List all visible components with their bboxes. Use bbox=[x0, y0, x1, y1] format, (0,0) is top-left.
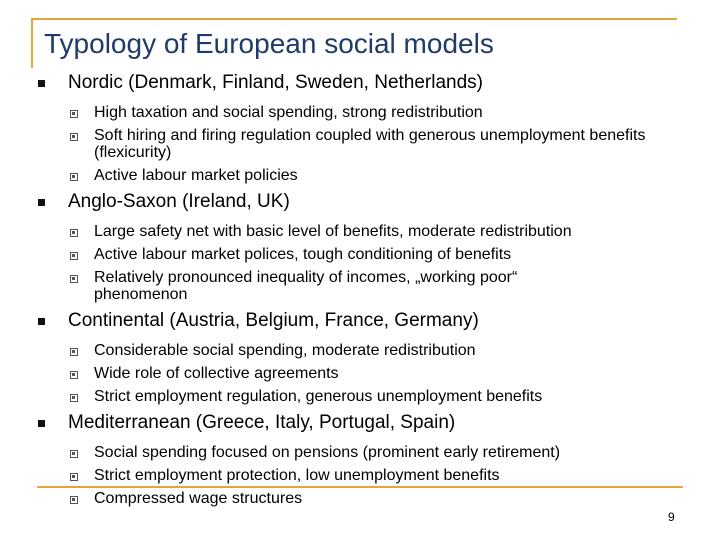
model-group-anglo-saxon bbox=[0, 187, 720, 306]
sub-list-item bbox=[0, 164, 720, 187]
sub-item-text: Social spending focused on pensions (prominent early retirement) bbox=[94, 444, 561, 461]
hollow-square-bullet-icon bbox=[70, 371, 78, 379]
sub-list-item bbox=[0, 217, 720, 243]
sub-item-text: Active labour market polices, tough conditioning of benefits bbox=[94, 246, 512, 263]
hollow-square-bullet-icon bbox=[70, 496, 78, 504]
hollow-square-bullet-icon bbox=[70, 110, 78, 118]
square-bullet-icon bbox=[38, 199, 45, 206]
group-heading: Anglo-Saxon (Ireland, UK) bbox=[68, 191, 290, 212]
model-group-nordic bbox=[0, 68, 720, 187]
sub-list-item bbox=[0, 336, 720, 362]
list-item bbox=[0, 306, 720, 336]
hollow-square-bullet-icon bbox=[70, 450, 78, 458]
model-group-continental bbox=[0, 306, 720, 408]
sub-item-text: High taxation and social spending, strong redistribution bbox=[94, 104, 483, 121]
group-heading: Mediterranean (Greece, Italy, Portugal, Spain) bbox=[68, 412, 456, 433]
group-heading: Continental (Austria, Belgium, France, Germany) bbox=[68, 310, 479, 331]
hollow-square-bullet-icon bbox=[70, 133, 78, 141]
sub-item-text: Active labour market policies bbox=[94, 167, 298, 184]
sub-list-item bbox=[0, 124, 720, 164]
sub-item-text: Strict employment regulation, generous unemployment benefits bbox=[94, 388, 543, 405]
sub-list-item bbox=[0, 438, 720, 464]
square-bullet-icon bbox=[38, 80, 45, 87]
sub-item-text: Relatively pronounced inequality of incomes, „working poor“ phenomenon bbox=[94, 269, 518, 303]
group-heading: Nordic (Denmark, Finland, Sweden, Netherlands) bbox=[68, 72, 484, 93]
hollow-square-bullet-icon bbox=[70, 473, 78, 481]
sub-list-item bbox=[0, 385, 720, 408]
sub-item-text: Strict employment protection, low unemployment benefits bbox=[94, 467, 500, 484]
square-bullet-icon bbox=[38, 420, 45, 427]
sub-list-item bbox=[0, 362, 720, 385]
sub-list-item bbox=[0, 266, 720, 306]
slide-content bbox=[0, 68, 720, 510]
sub-item-text: Large safety net with basic level of benefits, moderate redistribution bbox=[94, 223, 572, 240]
sub-item-text: Soft hiring and firing regulation coupled with generous unemployment benefits (flexicurity) bbox=[94, 127, 646, 161]
hollow-square-bullet-icon bbox=[70, 348, 78, 356]
frame-left-line bbox=[31, 18, 33, 68]
hollow-square-bullet-icon bbox=[70, 229, 78, 237]
sub-list-item bbox=[0, 464, 720, 487]
slide-title: Typology of European social models bbox=[44, 28, 494, 59]
sub-list-item bbox=[0, 98, 720, 124]
model-group-mediterranean bbox=[0, 408, 720, 510]
square-bullet-icon bbox=[38, 318, 45, 325]
hollow-square-bullet-icon bbox=[70, 173, 78, 181]
frame-top-line bbox=[31, 18, 677, 20]
sub-list-item bbox=[0, 487, 720, 510]
sub-item-text: Considerable social spending, moderate redistribution bbox=[94, 342, 476, 359]
list-item bbox=[0, 408, 720, 438]
sub-item-text: Compressed wage structures bbox=[94, 490, 303, 507]
hollow-square-bullet-icon bbox=[70, 275, 78, 283]
list-item bbox=[0, 187, 720, 217]
list-item bbox=[0, 68, 720, 98]
hollow-square-bullet-icon bbox=[70, 252, 78, 260]
sub-list-item bbox=[0, 243, 720, 266]
sub-item-text: Wide role of collective agreements bbox=[94, 365, 339, 382]
hollow-square-bullet-icon bbox=[70, 394, 78, 402]
page-number: 9 bbox=[668, 510, 675, 524]
